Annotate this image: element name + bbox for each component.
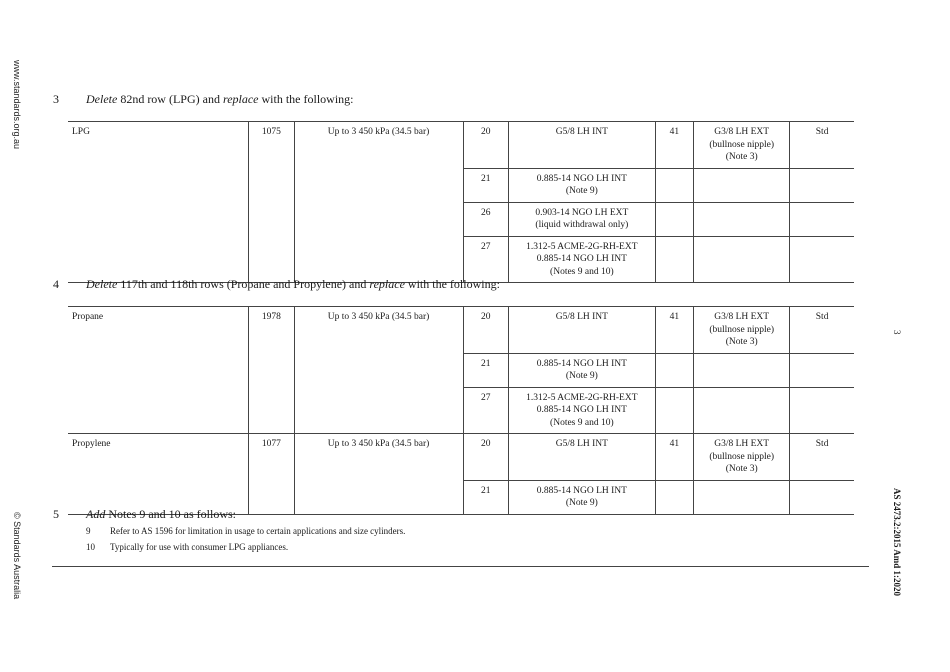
- standard: Std: [790, 122, 854, 169]
- instruction-5: [53, 507, 236, 522]
- un-number: 1075: [249, 122, 295, 283]
- connection-number: 26: [463, 202, 509, 236]
- connection-thread: 0.885-14 NGO LH INT (Note 9): [509, 168, 656, 202]
- note-9: [86, 526, 405, 536]
- standard: Std: [790, 307, 854, 354]
- note-10: [86, 542, 288, 552]
- instruction-verb: Delete: [86, 277, 118, 291]
- connection-thread: 1.312-5 ACME-2G-RH-EXT 0.885-14 NGO LH INT (Notes 9 and 10): [509, 236, 656, 283]
- instruction-text: 117th and 118th rows (Propane and Propylene) and: [117, 277, 370, 291]
- instruction-number: 3: [53, 92, 59, 106]
- note-text: Refer to AS 1596 for limitation in usage to certain applications and size cylinders.: [110, 526, 406, 536]
- gas-name: Propane: [68, 307, 249, 434]
- instruction-3: [53, 92, 354, 107]
- instruction-verb: Add: [86, 507, 106, 521]
- page-number: 3: [892, 330, 902, 335]
- instruction-text: 82nd row (LPG) and: [117, 92, 223, 106]
- connection-number: 21: [463, 480, 509, 514]
- connection-number: 27: [463, 387, 509, 434]
- connection-thread: 0.885-14 NGO LH INT (Note 9): [509, 353, 656, 387]
- table-row: [68, 122, 854, 169]
- gas-name: LPG: [68, 122, 249, 283]
- table-lpg: [68, 121, 854, 283]
- connection-thread: 0.903-14 NGO LH EXT (liquid withdrawal only): [509, 202, 656, 236]
- connection-number-2: 41: [655, 122, 693, 169]
- instruction-4: [53, 277, 500, 292]
- document-id: AS 2473.2:2015 Amd 1:2020: [892, 488, 902, 597]
- connection-number: 27: [463, 236, 509, 283]
- table-row: [68, 307, 854, 354]
- connection-thread: G5/8 LH INT: [509, 434, 656, 481]
- standard: Std: [790, 434, 854, 481]
- pressure: Up to 3 450 kPa (34.5 bar): [294, 307, 463, 434]
- connection-thread: 0.885-14 NGO LH INT (Note 9): [509, 480, 656, 514]
- connection-thread: G5/8 LH INT: [509, 122, 656, 169]
- table-propane-propylene: [68, 306, 854, 515]
- note-number: 10: [86, 542, 95, 552]
- connection-number: 20: [463, 307, 509, 354]
- un-number: 1077: [249, 434, 295, 515]
- table-row: [68, 434, 854, 481]
- connection-thread-2: G3/8 LH EXT (bullnose nipple) (Note 3): [694, 307, 790, 354]
- note-text: Typically for use with consumer LPG appliances.: [110, 542, 289, 552]
- instruction-number: 4: [53, 277, 59, 291]
- bottom-rule: [52, 566, 869, 567]
- connection-number: 21: [463, 353, 509, 387]
- connection-number-2: 41: [655, 434, 693, 481]
- pressure: Up to 3 450 kPa (34.5 bar): [294, 122, 463, 283]
- connection-thread-2: G3/8 LH EXT (bullnose nipple) (Note 3): [694, 122, 790, 169]
- pressure: Up to 3 450 kPa (34.5 bar): [294, 434, 463, 515]
- margin-url: www.standards.org.au: [12, 60, 22, 150]
- note-number: 9: [86, 526, 91, 536]
- gas-name: Propylene: [68, 434, 249, 515]
- connection-number: 20: [463, 122, 509, 169]
- instruction-tail: Notes 9 and 10 as follows:: [105, 507, 236, 521]
- un-number: 1978: [249, 307, 295, 434]
- connection-thread: 1.312-5 ACME-2G-RH-EXT 0.885-14 NGO LH INT (Notes 9 and 10): [509, 387, 656, 434]
- connection-number-2: 41: [655, 307, 693, 354]
- instruction-tail: with the following:: [404, 277, 500, 291]
- instruction-verb2: replace: [369, 277, 405, 291]
- instruction-verb: Delete: [86, 92, 118, 106]
- instruction-number: 5: [53, 507, 59, 521]
- connection-thread: G5/8 LH INT: [509, 307, 656, 354]
- connection-thread-2: G3/8 LH EXT (bullnose nipple) (Note 3): [694, 434, 790, 481]
- instruction-verb2: replace: [222, 92, 259, 106]
- connection-number: 21: [463, 168, 509, 202]
- instruction-tail: with the following:: [258, 92, 354, 106]
- margin-copyright: © Standards Australia: [12, 512, 22, 600]
- connection-number: 20: [463, 434, 509, 481]
